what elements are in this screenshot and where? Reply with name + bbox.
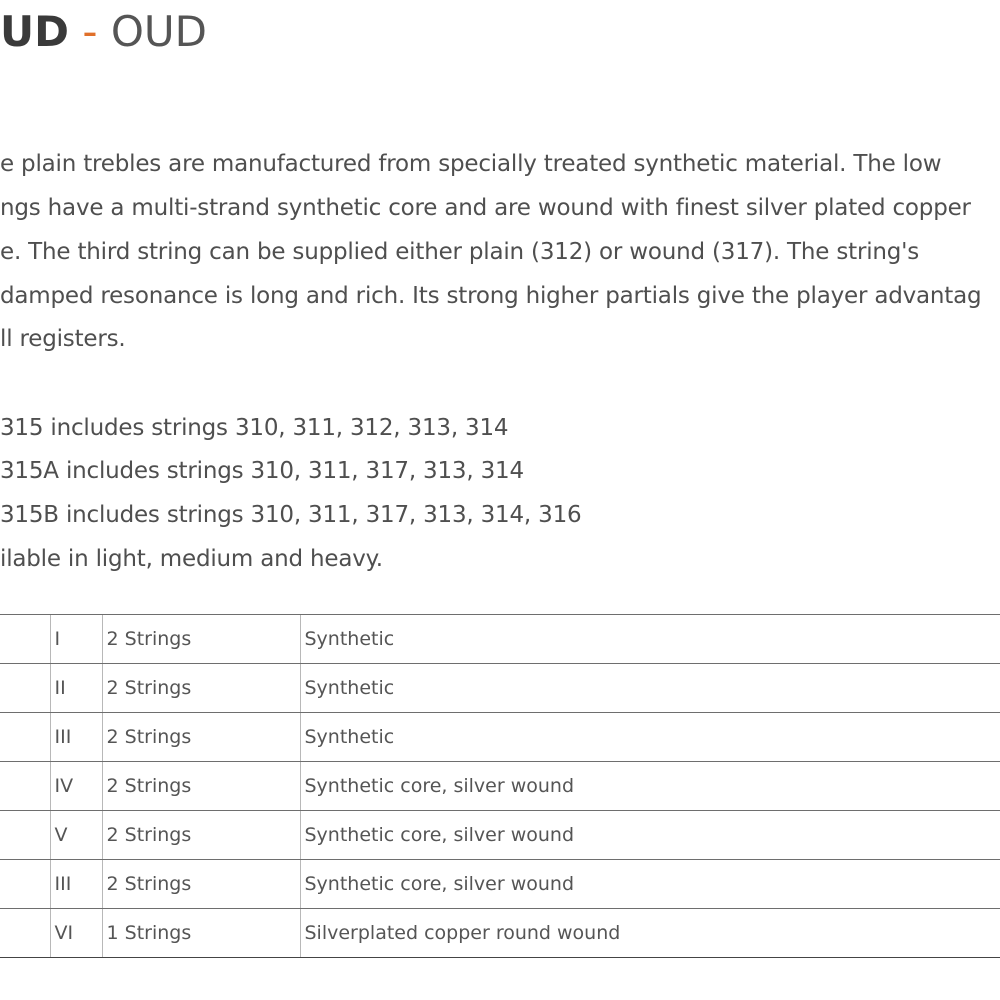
row-label-cell [0, 664, 50, 713]
course-cell: I [50, 615, 102, 664]
title-separator: - [68, 7, 111, 56]
strings-table [0, 614, 1000, 958]
title-light: OUD [110, 7, 207, 56]
row-label-cell [0, 909, 50, 958]
count-cell: 2 Strings [102, 860, 300, 909]
material-cell: Silverplated copper round wound [300, 909, 1000, 958]
set-line: 315B includes strings 310, 311, 317, 313, 314, 316 [0, 502, 582, 528]
description-line: e plain trebles are manufactured from specially treated synthetic material. The low [0, 151, 942, 177]
count-cell: 1 Strings [102, 909, 300, 958]
course-cell: V [50, 811, 102, 860]
description-line: ngs have a multi-strand synthetic core and are wound with finest silver plated copper [0, 195, 971, 221]
course-cell: II [50, 664, 102, 713]
material-cell: Synthetic [300, 713, 1000, 762]
count-cell: 2 Strings [102, 615, 300, 664]
material-cell: Synthetic [300, 615, 1000, 664]
material-cell: Synthetic core, silver wound [300, 811, 1000, 860]
table-row [0, 860, 1000, 909]
description-line: e. The third string can be supplied either plain (312) or wound (317). The string's [0, 239, 920, 265]
count-cell: 2 Strings [102, 664, 300, 713]
set-line: 315A includes strings 310, 311, 317, 313, 314 [0, 458, 524, 484]
course-cell: VI [50, 909, 102, 958]
table-row [0, 713, 1000, 762]
table-row [0, 762, 1000, 811]
row-label-cell [0, 615, 50, 664]
count-cell: 2 Strings [102, 713, 300, 762]
course-cell: IV [50, 762, 102, 811]
table-row [0, 811, 1000, 860]
set-line: 315 includes strings 310, 311, 312, 313, 314 [0, 415, 509, 441]
row-label-cell [0, 811, 50, 860]
row-label-cell [0, 762, 50, 811]
row-label-cell [0, 713, 50, 762]
material-cell: Synthetic core, silver wound [300, 762, 1000, 811]
row-label-cell [0, 860, 50, 909]
material-cell: Synthetic core, silver wound [300, 860, 1000, 909]
table-row [0, 664, 1000, 713]
count-cell: 2 Strings [102, 762, 300, 811]
course-cell: III [50, 713, 102, 762]
description-line: damped resonance is long and rich. Its strong higher partials give the player advantag [0, 283, 982, 309]
page-title [0, 6, 207, 58]
count-cell: 2 Strings [102, 811, 300, 860]
description-line: ll registers. [0, 326, 126, 352]
material-cell: Synthetic [300, 664, 1000, 713]
table-row [0, 615, 1000, 664]
table-row [0, 909, 1000, 958]
course-cell: III [50, 860, 102, 909]
title-strong: UD [0, 7, 69, 56]
availability-line: ilable in light, medium and heavy. [0, 546, 383, 572]
